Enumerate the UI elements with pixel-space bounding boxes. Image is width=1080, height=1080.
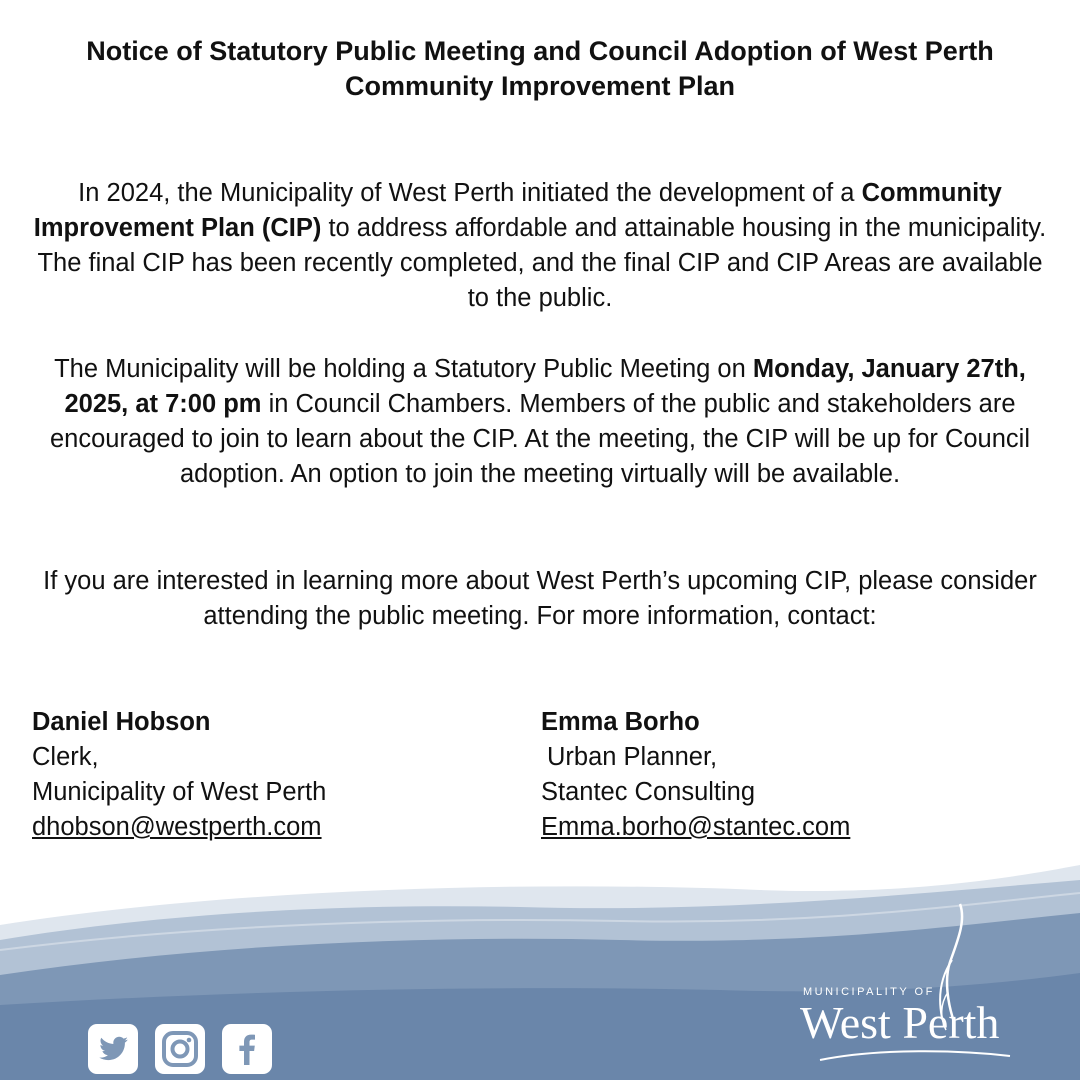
notice-title: Notice of Statutory Public Meeting and Council Adoption of West Perth Community Improvement Plan (86, 36, 994, 101)
contact-name: Daniel Hobson (32, 708, 211, 736)
contact-organization: Municipality of West Perth (32, 778, 327, 806)
intro-text-start: In 2024, the Municipality of West Perth initiated the development of a (78, 179, 862, 207)
cip-name: Community Improvement Plan (CIP) (33, 179, 1002, 242)
meeting-text-start: The Municipality will be holding a Statutory Public Meeting on (54, 355, 753, 383)
instagram-icon[interactable] (155, 1024, 205, 1074)
contact-organization: Stantec Consulting (541, 778, 756, 806)
contact-name: Emma Borho (541, 708, 700, 736)
intro-text-end: to address affordable and attainable housing in the municipality. The final CIP has been recently completed, and the final CIP and CIP Areas are available to the public. (37, 214, 1047, 312)
contact-email-link[interactable]: Emma.borho@stantec.com (541, 813, 851, 841)
intro-paragraph (30, 176, 1050, 316)
logo-big-text: West Perth (800, 997, 1000, 1048)
meeting-paragraph (30, 352, 1050, 492)
contact-email-link[interactable]: dhobson@westperth.com (32, 813, 322, 841)
contact-intro-paragraph: If you are interested in learning more about West Perth’s upcoming CIP, please consider attending the public meeting. For more information, contact: (43, 567, 1037, 630)
meeting-text-end: in Council Chambers. Members of the public and stakeholders are encouraged to join to learn about the CIP. At the meeting, the CIP will be up for Council adoption. An option to join the meeting virtually will be available. (49, 390, 1030, 488)
facebook-icon[interactable] (222, 1024, 272, 1074)
contact-daniel-hobson (32, 705, 326, 845)
contact-role: Clerk, (32, 743, 99, 771)
contact-emma-borho (541, 705, 850, 845)
logo-small-text: MUNICIPALITY OF (803, 986, 935, 998)
meeting-date: Monday, January 27th, 2025, at 7:00 pm (64, 355, 1026, 418)
contact-role: Urban Planner, (547, 743, 718, 771)
twitter-icon[interactable] (88, 1024, 138, 1074)
west-perth-logo (790, 900, 1030, 1070)
